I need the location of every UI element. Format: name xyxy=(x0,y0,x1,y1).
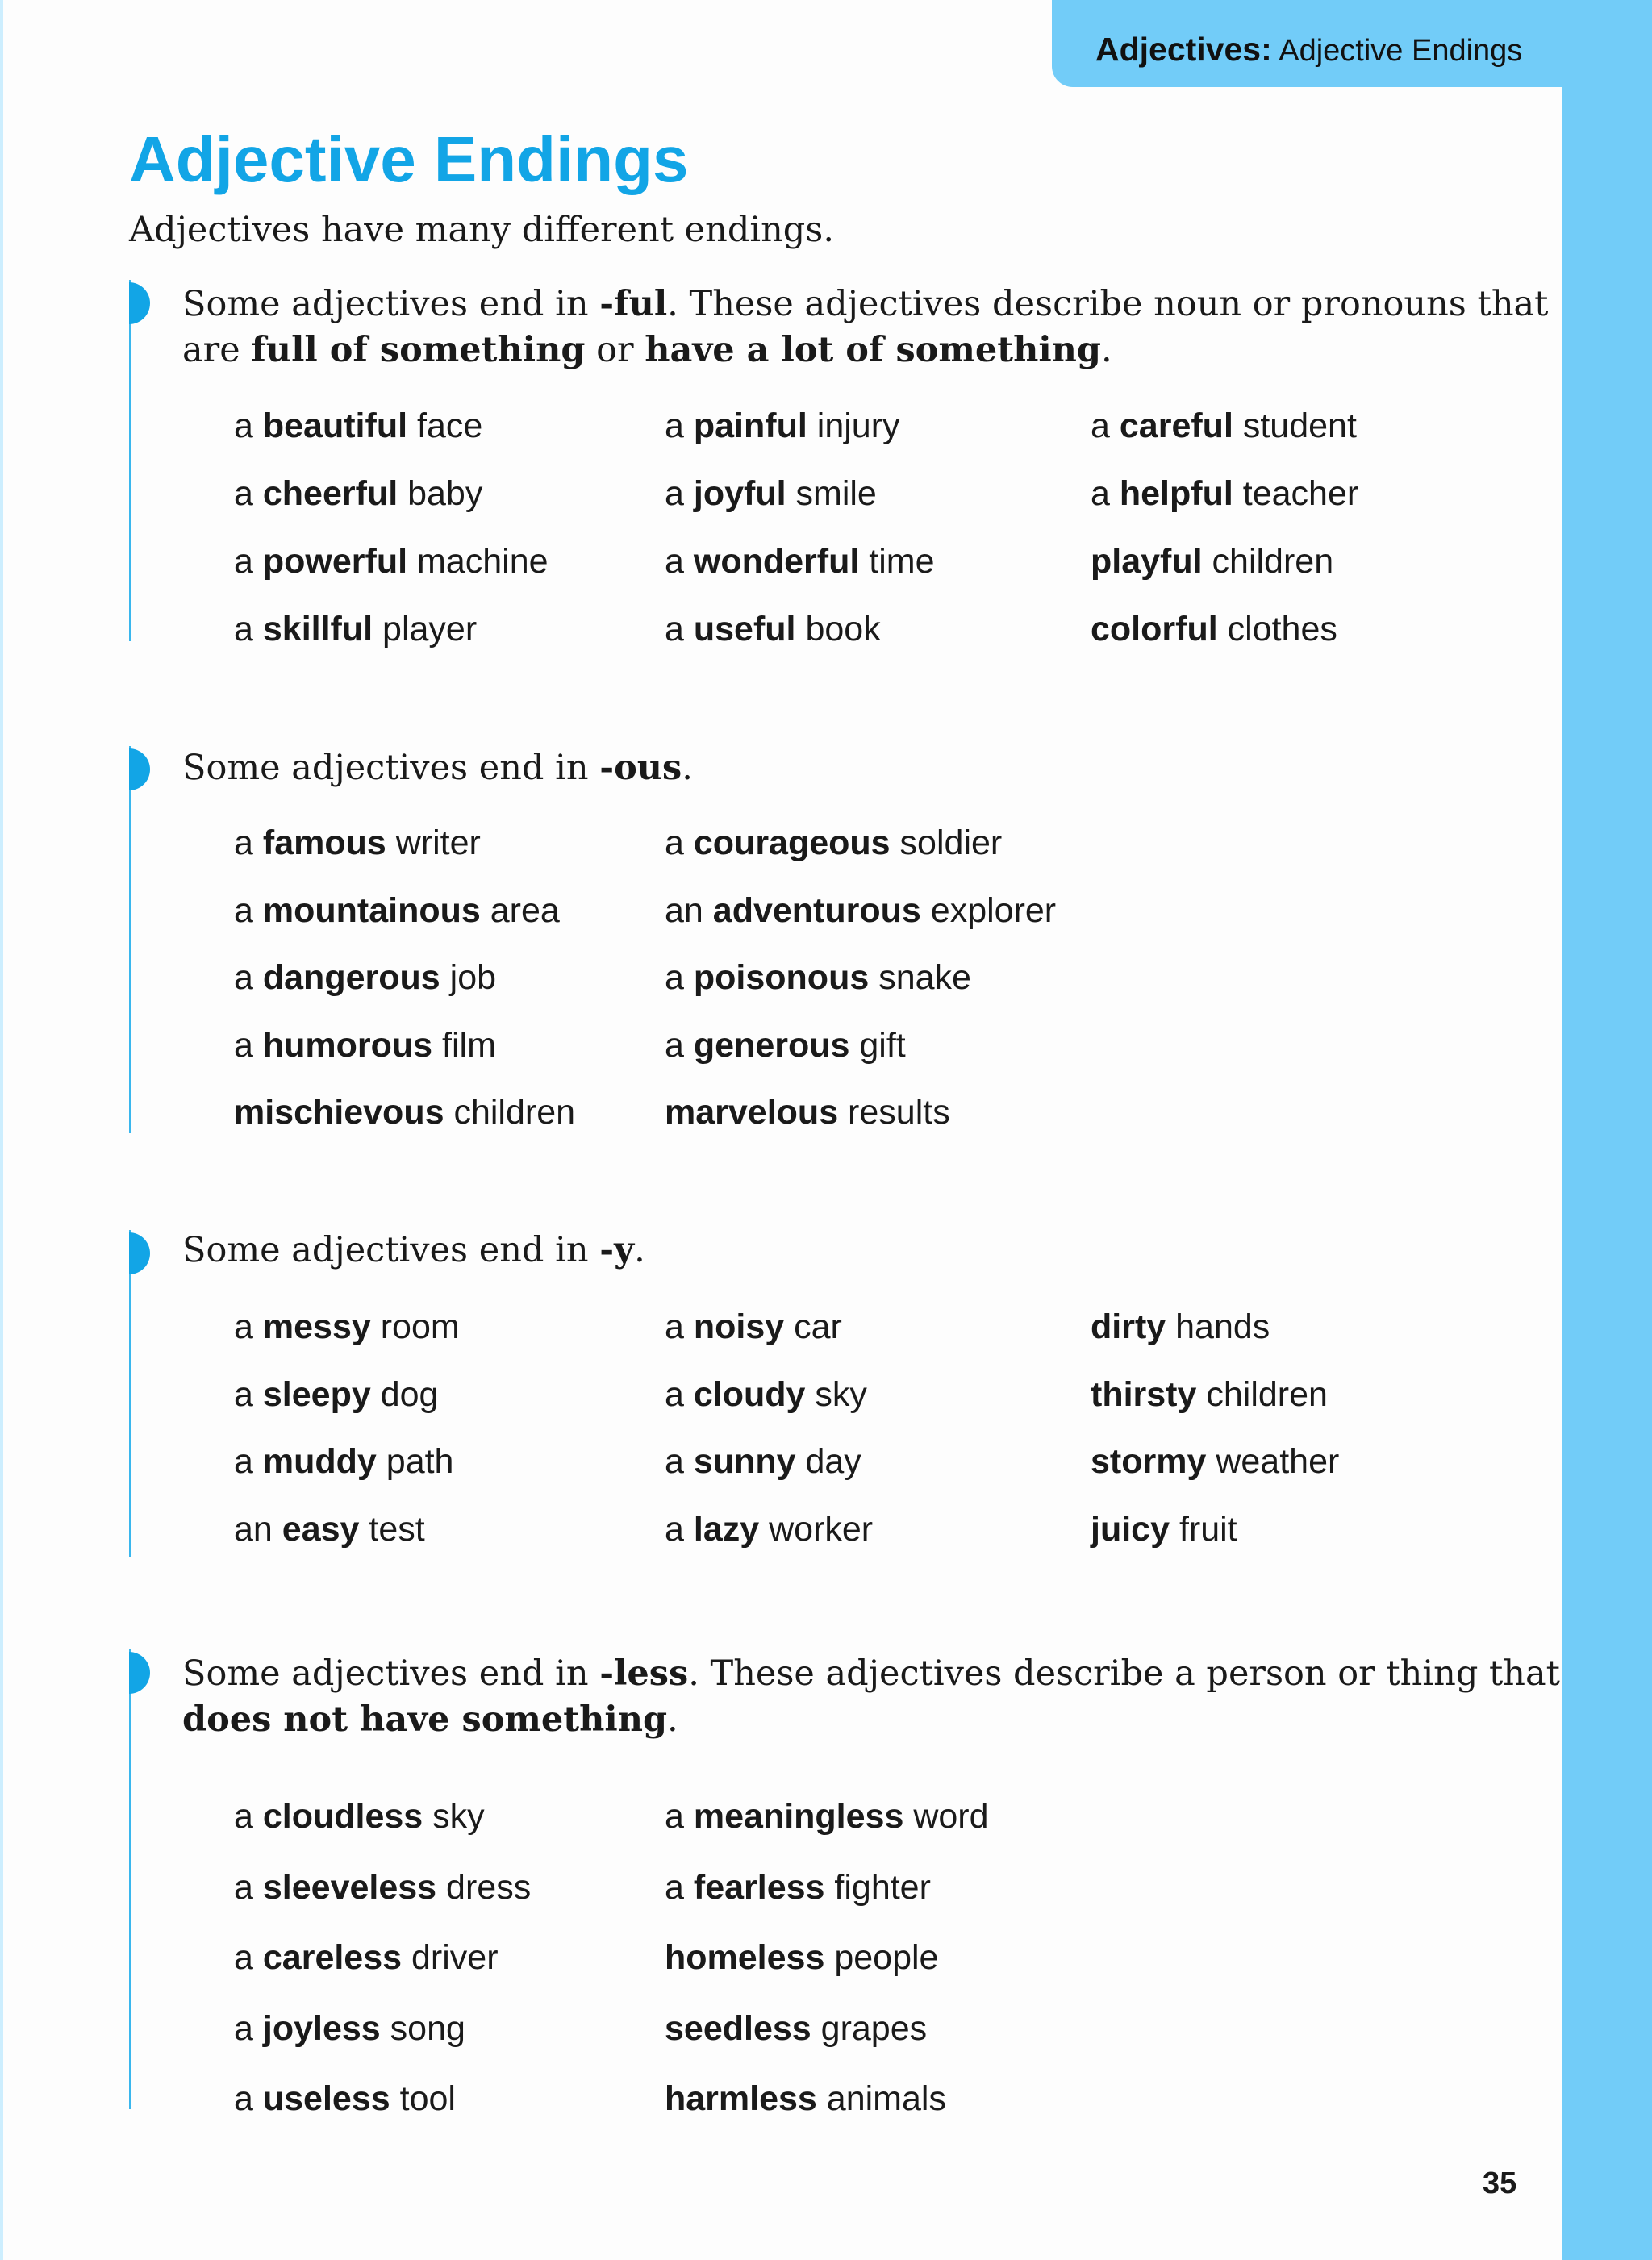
adjective-word: beautiful xyxy=(262,407,408,445)
article: a xyxy=(1091,474,1120,513)
described-noun: job xyxy=(440,958,497,997)
lead-text-segment: . These adjectives describe noun or pronouns that xyxy=(667,284,1549,324)
described-noun: snake xyxy=(869,958,971,997)
described-noun: soldier xyxy=(890,824,1003,862)
example-phrase xyxy=(234,1441,453,1482)
described-noun: weather xyxy=(1206,1442,1340,1481)
adjective-word: homeless xyxy=(665,1938,825,1977)
adjective-word: mischievous xyxy=(234,1093,444,1132)
article: a xyxy=(234,2008,263,2048)
example-phrase xyxy=(234,1025,496,1065)
example-phrase xyxy=(234,1092,575,1132)
example-phrase xyxy=(1091,1441,1339,1482)
section-rule xyxy=(129,1230,131,1557)
header-topic: Adjective Endings xyxy=(1279,34,1523,68)
article: a xyxy=(665,1797,694,1836)
adjective-word: helpful xyxy=(1119,474,1233,513)
example-phrase xyxy=(665,406,900,446)
lead-key-term: -less xyxy=(599,1653,689,1694)
example-phrase xyxy=(665,1025,906,1065)
adjective-word: poisonous xyxy=(693,958,870,997)
article: a xyxy=(234,1442,263,1481)
adjective-word: generous xyxy=(693,1025,850,1065)
described-noun: song xyxy=(380,2008,465,2048)
described-noun: fighter xyxy=(824,1867,931,1907)
described-noun: children xyxy=(1202,542,1334,581)
example-phrase xyxy=(665,609,881,649)
adjective-word: skillful xyxy=(262,610,373,648)
article: a xyxy=(234,610,263,648)
adjective-word: easy xyxy=(282,1509,360,1549)
adjective-word: muddy xyxy=(262,1442,377,1481)
described-noun: grapes xyxy=(811,2008,928,2048)
article: a xyxy=(234,1025,263,1065)
adjective-word: wonderful xyxy=(693,542,860,581)
article: a xyxy=(234,407,263,445)
example-phrase xyxy=(234,1307,460,1347)
described-noun: smile xyxy=(786,474,877,513)
example-phrase xyxy=(1091,406,1357,446)
article: a xyxy=(665,1307,694,1346)
adjective-word: joyless xyxy=(262,2008,381,2048)
header-label xyxy=(1095,31,1522,69)
adjective-word: dangerous xyxy=(262,958,440,997)
example-phrase xyxy=(665,823,1002,863)
article: a xyxy=(234,2079,263,2118)
adjective-word: seedless xyxy=(665,2008,811,2048)
article: a xyxy=(665,824,694,862)
described-noun: dog xyxy=(370,1374,439,1414)
described-noun: hands xyxy=(1166,1307,1270,1346)
described-noun: explorer xyxy=(920,890,1057,930)
lead-text-segment: Some adjectives end in xyxy=(182,284,600,324)
adjective-word: joyful xyxy=(693,474,786,513)
described-noun: animals xyxy=(816,2079,946,2118)
example-phrase xyxy=(665,1307,842,1347)
described-noun: clothes xyxy=(1217,610,1337,648)
example-phrase xyxy=(234,1509,425,1549)
adjective-word: cloudless xyxy=(262,1797,423,1836)
example-phrase xyxy=(234,609,477,649)
described-noun: room xyxy=(370,1307,460,1346)
lead-text-segment: Some adjectives end in xyxy=(182,748,600,788)
described-noun: face xyxy=(407,407,483,445)
right-color-band xyxy=(1562,0,1652,2260)
adjective-word: noisy xyxy=(693,1307,785,1346)
article: a xyxy=(665,474,694,513)
example-phrase xyxy=(234,823,481,863)
adjective-word: dirty xyxy=(1091,1307,1166,1346)
example-phrase xyxy=(234,1867,531,1908)
article: a xyxy=(234,1797,263,1836)
article: a xyxy=(665,407,694,445)
article: a xyxy=(665,1509,694,1549)
described-noun: dress xyxy=(436,1867,532,1907)
lead-key-term: -y xyxy=(599,1230,635,1270)
example-phrase xyxy=(665,1867,931,1908)
lead-text-segment: . xyxy=(667,1699,678,1740)
lead-text-segment: or xyxy=(585,330,645,370)
example-phrase xyxy=(665,1937,938,1978)
adjective-word: stormy xyxy=(1091,1442,1207,1481)
adjective-word: lazy xyxy=(693,1509,760,1549)
adjective-word: courageous xyxy=(693,824,891,862)
example-phrase xyxy=(1091,1509,1237,1549)
example-phrase xyxy=(665,957,971,998)
lead-text-segment: . xyxy=(1101,330,1112,370)
adjective-word: powerful xyxy=(262,542,408,581)
article: a xyxy=(234,1938,263,1977)
described-noun: sky xyxy=(805,1374,867,1414)
article: a xyxy=(234,1374,263,1414)
example-phrase xyxy=(665,1796,989,1837)
article: a xyxy=(665,542,694,581)
adjective-word: colorful xyxy=(1091,610,1218,648)
described-noun: student xyxy=(1233,407,1357,445)
adjective-word: useful xyxy=(693,610,796,648)
adjective-word: harmless xyxy=(665,2079,817,2118)
lead-text-segment: . These adjectives describe a person or thing that xyxy=(688,1653,1560,1694)
described-noun: tool xyxy=(390,2079,456,2118)
adjective-word: sunny xyxy=(693,1442,796,1481)
intro-text: Adjectives have many different endings. xyxy=(129,210,835,250)
adjective-word: careless xyxy=(262,1938,403,1977)
lead-key-term: full of something xyxy=(251,330,586,370)
adjective-word: painful xyxy=(693,407,807,445)
example-phrase xyxy=(665,541,935,582)
example-phrase xyxy=(234,1796,485,1837)
described-noun: time xyxy=(859,542,935,581)
adjective-word: meaningless xyxy=(693,1797,904,1836)
lead-text-segment: Some adjectives end in xyxy=(182,1230,600,1270)
described-noun: children xyxy=(444,1093,576,1132)
described-noun: fruit xyxy=(1170,1509,1237,1549)
example-phrase xyxy=(665,1374,867,1415)
example-phrase xyxy=(1091,1374,1328,1415)
example-phrase xyxy=(665,1441,861,1482)
article: a xyxy=(665,1442,694,1481)
article: an xyxy=(234,1509,282,1549)
section-lead-text xyxy=(182,1651,1560,1743)
lead-text-segment: are xyxy=(182,330,252,370)
article: an xyxy=(665,890,713,930)
section-lead-text xyxy=(182,281,1548,373)
adjective-word: careful xyxy=(1119,407,1233,445)
article: a xyxy=(665,1025,694,1065)
described-noun: gift xyxy=(849,1025,906,1065)
lead-key-term: does not have something xyxy=(182,1699,668,1740)
adjective-word: sleeveless xyxy=(262,1867,437,1907)
described-noun: driver xyxy=(402,1938,499,1977)
adjective-word: useless xyxy=(262,2079,390,2118)
described-noun: day xyxy=(795,1442,861,1481)
example-phrase xyxy=(1091,541,1333,582)
adjective-word: humorous xyxy=(262,1025,433,1065)
described-noun: player xyxy=(373,610,478,648)
adjective-word: playful xyxy=(1091,542,1203,581)
section-lead-text xyxy=(182,745,693,791)
page-number: 35 xyxy=(1483,2166,1517,2200)
article: a xyxy=(665,610,694,648)
described-noun: baby xyxy=(398,474,483,513)
example-phrase xyxy=(1091,609,1337,649)
example-phrase xyxy=(234,406,482,446)
lead-key-term: -ous xyxy=(599,748,682,788)
example-phrase xyxy=(234,2079,456,2119)
example-phrase xyxy=(665,473,877,514)
article: a xyxy=(1091,407,1120,445)
lead-key-term: have a lot of something xyxy=(645,330,1101,370)
article: a xyxy=(234,1867,263,1907)
article: a xyxy=(234,1307,263,1346)
lead-text-segment: . xyxy=(634,1230,645,1270)
header-section: Adjectives: xyxy=(1095,31,1272,68)
adjective-word: messy xyxy=(262,1307,371,1346)
adjective-word: sleepy xyxy=(262,1374,371,1414)
section-rule xyxy=(129,280,131,641)
described-noun: machine xyxy=(407,542,549,581)
example-phrase xyxy=(665,1509,873,1549)
described-noun: worker xyxy=(759,1509,874,1549)
described-noun: area xyxy=(480,890,560,930)
example-phrase xyxy=(234,957,496,998)
adjective-word: thirsty xyxy=(1091,1374,1197,1414)
page-title: Adjective Endings xyxy=(129,123,689,195)
described-noun: people xyxy=(824,1938,939,1977)
article: a xyxy=(234,958,263,997)
article: a xyxy=(234,890,263,930)
described-noun: path xyxy=(376,1442,454,1481)
described-noun: car xyxy=(784,1307,842,1346)
described-noun: writer xyxy=(386,824,481,862)
example-phrase xyxy=(234,890,560,931)
example-phrase xyxy=(234,2008,465,2049)
described-noun: teacher xyxy=(1233,474,1359,513)
example-phrase xyxy=(665,1092,950,1132)
described-noun: film xyxy=(432,1025,496,1065)
example-phrase xyxy=(1091,473,1358,514)
example-phrase xyxy=(234,1937,499,1978)
lead-key-term: -ful xyxy=(599,284,668,324)
article: a xyxy=(665,958,694,997)
adjective-word: fearless xyxy=(693,1867,825,1907)
described-noun: injury xyxy=(807,407,900,445)
article: a xyxy=(234,474,263,513)
described-noun: sky xyxy=(423,1797,485,1836)
lead-text-segment: . xyxy=(682,748,693,788)
adjective-word: cheerful xyxy=(262,474,398,513)
example-phrase xyxy=(665,890,1056,931)
adjective-word: cloudy xyxy=(693,1374,806,1414)
article: a xyxy=(665,1867,694,1907)
described-noun: children xyxy=(1196,1374,1328,1414)
adjective-word: adventurous xyxy=(712,890,921,930)
article: a xyxy=(234,542,263,581)
section-rule xyxy=(129,746,131,1133)
adjective-word: mountainous xyxy=(262,890,481,930)
described-noun: test xyxy=(359,1509,425,1549)
example-phrase xyxy=(234,473,482,514)
described-noun: book xyxy=(795,610,881,648)
adjective-word: famous xyxy=(262,824,386,862)
adjective-word: juicy xyxy=(1091,1509,1170,1549)
section-lead-text xyxy=(182,1228,645,1274)
section-rule xyxy=(129,1649,131,2109)
example-phrase xyxy=(234,1374,438,1415)
example-phrase xyxy=(665,2079,946,2119)
example-phrase xyxy=(1091,1307,1270,1347)
described-noun: results xyxy=(838,1093,950,1132)
adjective-word: marvelous xyxy=(665,1093,839,1132)
article: a xyxy=(234,824,263,862)
example-phrase xyxy=(665,2008,927,2049)
example-phrase xyxy=(234,541,549,582)
described-noun: word xyxy=(903,1797,989,1836)
article: a xyxy=(665,1374,694,1414)
lead-text-segment: Some adjectives end in xyxy=(182,1653,600,1694)
